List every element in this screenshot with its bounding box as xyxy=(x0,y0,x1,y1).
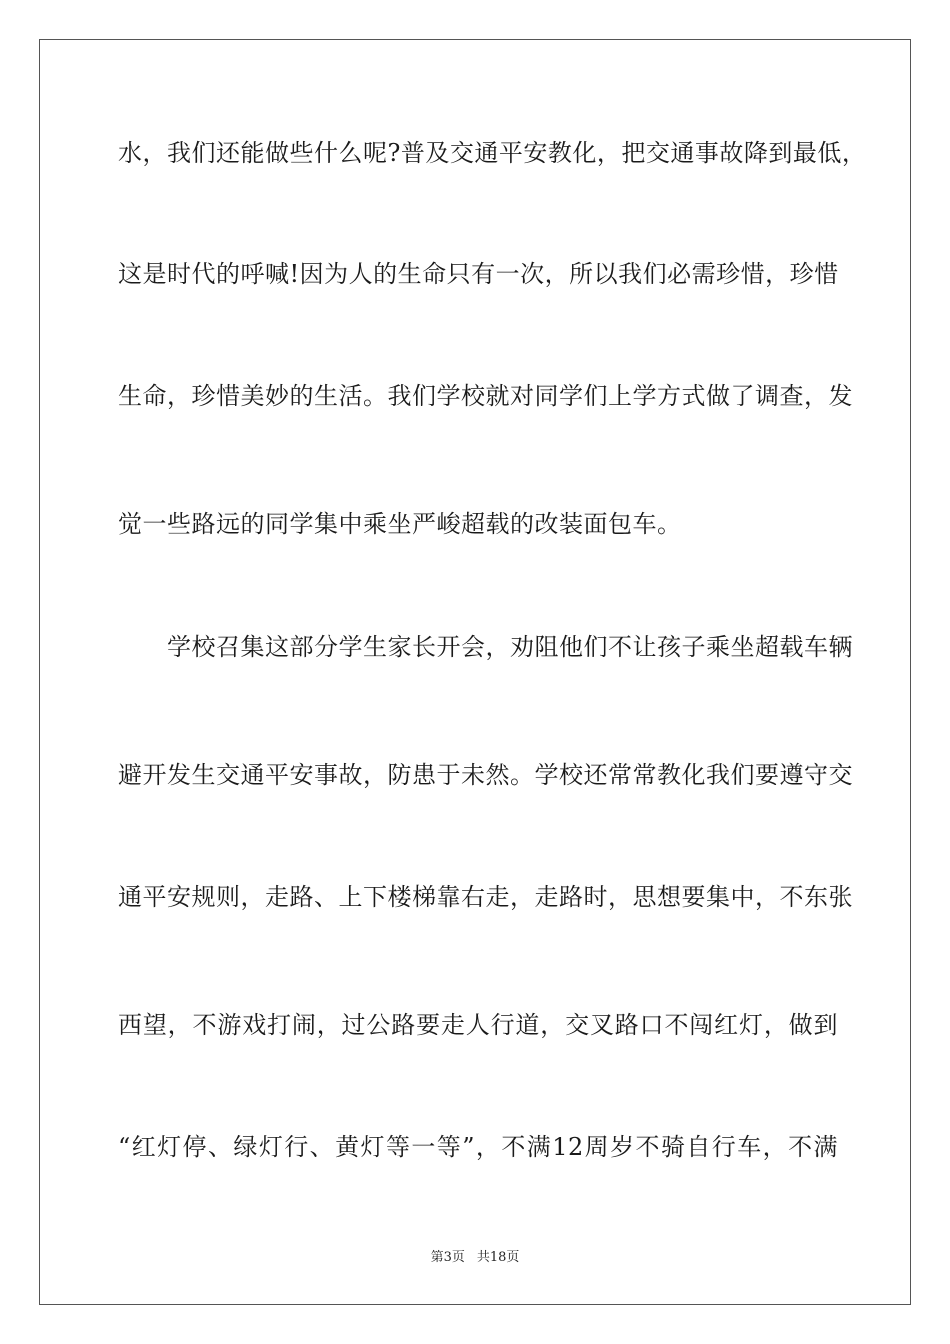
text-line: “红灯停、绿灯行、黄灯等一等”，不满12周岁不骑自行车，不满 xyxy=(118,1133,838,1161)
text-line: 西望，不游戏打闹，过公路要走人行道，交叉路口不闯红灯，做到 xyxy=(118,1011,838,1039)
page-frame xyxy=(39,39,911,1305)
page-footer xyxy=(0,1250,950,1266)
page-number: 第3页 xyxy=(430,1250,465,1265)
text-line: 学校召集这部分学生家长开会，劝阻他们不让孩子乘坐超载车辆 xyxy=(118,633,853,661)
page-total: 共18页 xyxy=(476,1250,520,1265)
text-line: 通平安规则，走路、上下楼梯靠右走，走路时，思想要集中，不东张 xyxy=(118,883,853,911)
text-line: 水，我们还能做些什么呢?普及交通平安教化，把交通事故降到最低， xyxy=(118,139,867,167)
text-line: 觉一些路远的同学集中乘坐严峻超载的改装面包车。 xyxy=(118,510,682,538)
text-line: 避开发生交通平安事故，防患于未然。学校还常常教化我们要遵守交 xyxy=(118,761,853,789)
text-line: 生命，珍惜美妙的生活。我们学校就对同学们上学方式做了调查，发 xyxy=(118,382,853,410)
text-line: 这是时代的呼喊!因为人的生命只有一次，所以我们必需珍惜，珍惜 xyxy=(118,260,839,288)
